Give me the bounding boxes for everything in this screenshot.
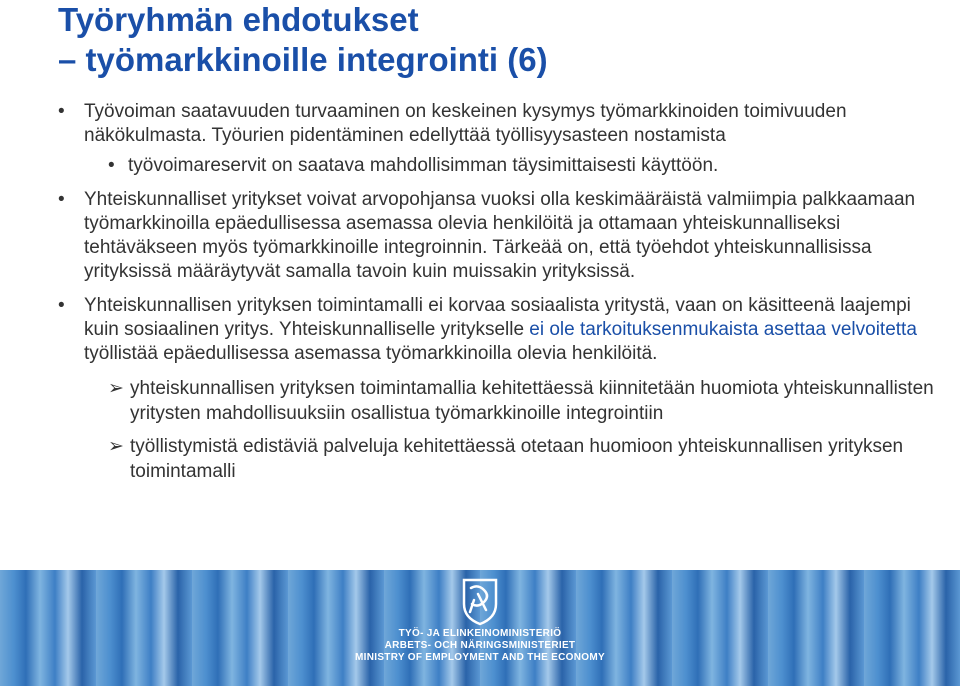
ministry-name-fi: TYÖ- JA ELINKEINOMINISTERIÖ: [398, 628, 562, 639]
bullet-item: [58, 188, 938, 284]
bullet-dot-icon: •: [58, 189, 65, 210]
bullet-dot-icon: •: [58, 101, 65, 122]
bullet-item: [58, 294, 938, 366]
bullet-text: Yhteiskunnalliset yritykset voivat arvopohjansa vuoksi olla keskimääräistä valmiimpia palkkaamaan työmarkkinoilla epäedullisessa asemassa olevia henkilöitä ja ottamaan yhteiskunnalliseksi tehtäväkseen myös työmarkkinoille integroinnin. Tärkeää on, että työehdot yhteiskunnallisissa yrityksissä määräytyvät samalla tavoin kuin muissakin yrityksissä.: [84, 189, 916, 282]
bullet-dot-icon: •: [58, 295, 65, 316]
sub-bullet-item: [58, 154, 938, 178]
ministry-name-en: MINISTRY OF EMPLOYMENT AND THE ECONOMY: [355, 652, 605, 663]
bullet-text-part-b: työllistää epäedullisessa asemassa työmarkkinoilla olevia henkilöitä.: [84, 343, 658, 364]
sub-bullet-text: työvoimareservit on saatava mahdollisimman täysimittaisesti käyttöön.: [128, 155, 719, 176]
arrow-bullet-icon: ➢: [108, 436, 124, 457]
title-line-2: – työmarkkinoille integrointi (6): [58, 41, 548, 78]
arrow-bullet-icon: ➢: [108, 378, 124, 399]
bullet-text-highlight: ei ole tarkoituksenmukaista asettaa velvoitetta: [529, 319, 917, 340]
arrow-text: yhteiskunnallisen yrityksen toimintamallia kehitettäessä kiinnitetään huomiota yhteiskunnallisten yritysten mahdollisuuksiin osallistua työmarkkinoille integrointiin: [130, 378, 934, 424]
arrow-text: työllistymistä edistäviä palveluja kehitettäessä otetaan huomioon yhteiskunnallisen yrityksen toimintamalli: [130, 436, 904, 482]
bullet-text-part-a: Yhteiskunnallisen yrityksen toimintamalli ei korvaa sosiaalista yritystä, vaan on käsitteenä laajempi kuin sosiaalinen yritys. Yhteiskunnalliselle yritykselle: [84, 295, 911, 340]
slide-content: [58, 100, 938, 492]
bullet-item: [58, 100, 938, 178]
bullet-text: Työvoiman saatavuuden turvaaminen on keskeinen kysymys työmarkkinoiden toimivuuden näkökulmasta. Työurien pidentäminen edellyttää työllisyysasteen nostamista: [84, 101, 847, 146]
title-line-1: Työryhmän ehdotukset: [58, 1, 419, 38]
sub-bullet-dot-icon: •: [108, 155, 115, 176]
arrow-item: [58, 376, 938, 426]
slide-title: [58, 0, 548, 80]
footer-banner: [0, 570, 960, 686]
arrow-item: [58, 434, 938, 484]
ministry-name-sv: ARBETS- OCH NÄRINGSMINISTERIET: [384, 640, 576, 651]
